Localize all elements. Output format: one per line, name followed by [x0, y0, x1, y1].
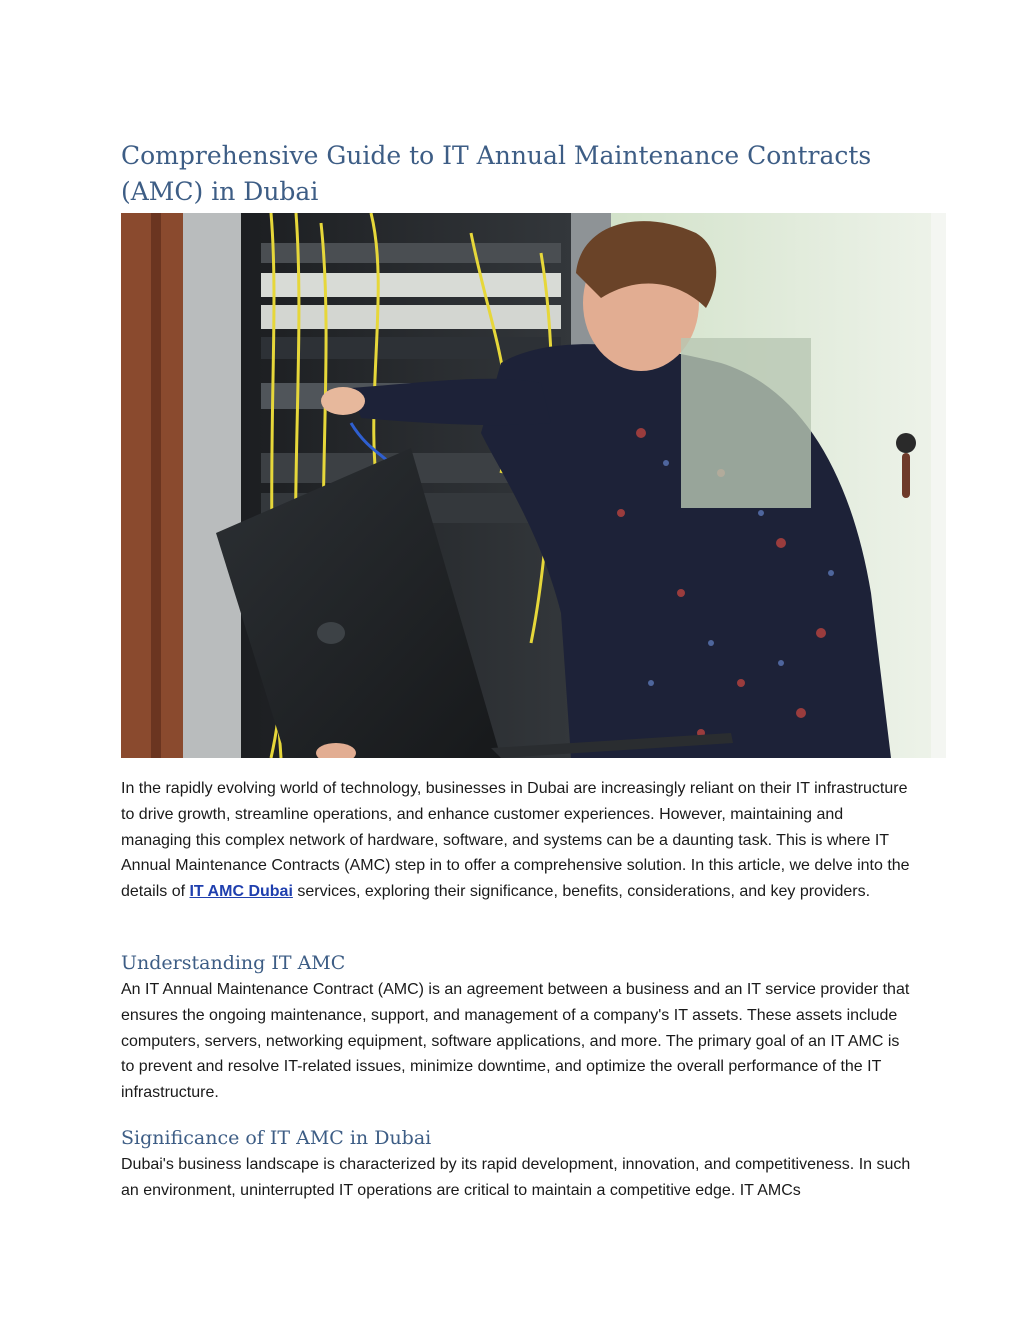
section-heading-understanding: Understanding IT AMC [121, 952, 346, 974]
intro-text-before-link: In the rapidly evolving world of technology, businesses in Dubai are increasingly reliant on their IT infrastructure to drive growth, streamline operations, and enhance customer experiences. However, maintaining and managing this complex network of hardware, software, and systems can be a daunting task. This is where IT Annual Maintenance Contracts (AMC) step in to offer a comprehensive solution. In this article, we delve into the details of [121, 780, 910, 901]
section-text-significance: Dubai's business landscape is characterized by its rapid development, innovation, and competitiveness. In such an environment, uninterrupted IT operations are critical to maintain a competitive edge. IT AMCs [121, 1156, 911, 1199]
section-heading-significance: Significance of IT AMC in Dubai [121, 1127, 432, 1149]
intro-text-after-link: services, exploring their significance, benefits, considerations, and key providers. [292, 883, 871, 901]
it-amc-dubai-link[interactable]: IT AMC Dubai [189, 883, 293, 901]
section-text-understanding: An IT Annual Maintenance Contract (AMC) is an agreement between a business and an IT service provider that ensures the ongoing maintenance, support, and management of a company's IT assets. These assets include computers, servers, networking equipment, software applications, and more. The primary goal of an IT AMC is to prevent and resolve IT-related issues, minimize downtime, and optimize the overall performance of the IT infrastructure. [121, 981, 910, 1102]
page-title: Comprehensive Guide to IT Annual Maintenance Contracts (AMC) in Dubai [121, 141, 872, 206]
hero-photo [121, 213, 946, 758]
intro-paragraph [121, 776, 911, 905]
